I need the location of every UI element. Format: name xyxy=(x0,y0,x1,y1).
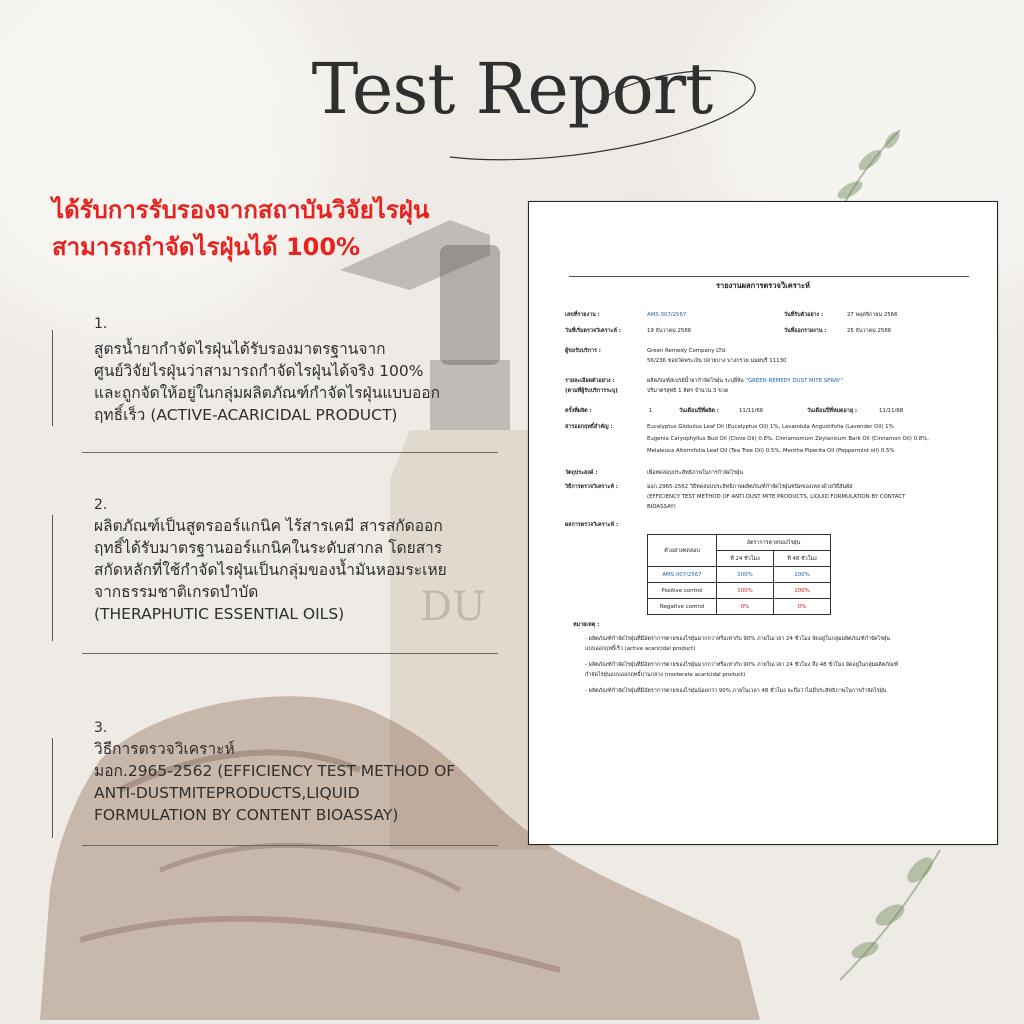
ingredient-line: Eucalyptus Globulus Leaf Oil (Eucalyptus Oil) 1%, Lavandula Angustifolia (Lavender Oil) 1% xyxy=(647,424,894,430)
feature-item-1 xyxy=(52,314,498,454)
client-label: ผู้ขอรับบริการ : xyxy=(565,348,601,354)
purpose-label: วัตถุประสงค์ : xyxy=(565,470,598,476)
notes-label: หมายเหตุ : xyxy=(573,622,600,628)
note-line: - ผลิตภัณฑ์กำจัดไรฝุ่นที่มีอัตราการตายของไรฝุ่นน้อยกว่า 90% ภายในเวลา 48 ชั่วโมง จะถือว่าไม่มีประสิทธิภาพในการกำจัดไรฝุ่น xyxy=(585,688,887,694)
method-label: วิธีการตรวจวิเคราะห์ : xyxy=(565,484,618,490)
item-number: 1. xyxy=(94,316,108,332)
report-date-label: วันที่ออกรายงาน : xyxy=(784,328,827,334)
start-date: 19 ธันวาคม 2566 xyxy=(647,328,692,334)
item-divider xyxy=(52,738,53,838)
col-24h-header: ที่ 24 ชั่วโมง xyxy=(717,551,774,567)
method-line: มอก.2965-2562 วิธีทดสอบประสิทธิภาพผลิตภัณฑ์กำจัดไรฝุ่นชนิดของเหลวด้วยวิธีสัมผัส xyxy=(647,484,853,490)
page-title: Test Report xyxy=(311,48,713,130)
sample-label: รายละเอียดตัวอย่าง : xyxy=(565,378,615,384)
ingredient-line: Melaleuca Alternifolia Leaf Oil (Tea Tree Oil) 0.5%, Mentha Piperita Oil (Peppermint oil) 0.5% xyxy=(647,448,895,454)
exp-date: 11/11/68 xyxy=(879,408,904,414)
headline xyxy=(52,192,429,266)
test-report-document xyxy=(528,201,998,845)
received-label: วันที่รับตัวอย่าง : xyxy=(784,312,824,318)
lot-value: 1 xyxy=(649,408,653,414)
item-number: 3. xyxy=(94,720,108,736)
item-divider xyxy=(52,515,53,641)
note-line: กำจัดไรฝุ่นแบบออกฤทธิ์ปานกลาง (moderate acaricidal product) xyxy=(585,672,746,678)
item-text: วิธีการตรวจวิเคราะห์ มอก.2965-2562 (EFFICIENCY TEST METHOD OF ANTI-DUSTMITEPRODUCTS,LIQUID FORMULATION BY CONTENT BIOASSAY) xyxy=(94,740,456,824)
sample-sub-label: (ตามที่ผู้รับบริการระบุ) xyxy=(565,388,618,394)
lot-label: ครั้งที่ผลิต : xyxy=(565,408,592,414)
sample-desc: ผลิตภัณฑ์สเปรย์น้ำยากำจัดไรฝุ่น ระบุยี่ห้อ "GREEN REMEDY DUST MITE SPRAY" xyxy=(647,378,843,384)
mfg-date: 11/11/66 xyxy=(739,408,764,414)
report-no-label: เลขที่รายงาน : xyxy=(565,312,600,318)
method-line: (EFFICIENCY TEST METHOD OF ANTI DUST MITE PRODUCTS, LIQUID FORMULATION BY CONTACT xyxy=(647,494,906,500)
col-sample-header: ตัวอย่างทดสอบ xyxy=(648,535,717,567)
method-line: BIOASSAY) xyxy=(647,504,676,510)
table-row: Positive control 100% 100% xyxy=(648,583,831,599)
ingredient-line: Eugenia Caryophyllus Bud Oil (Clove Oil) 0.8%, Cinnamomum Zeylanicum Bark Oil (Cinnamon Oil) 0.8%, xyxy=(647,436,929,442)
col-48h-header: ที่ 48 ชั่วโมง xyxy=(774,551,831,567)
item-rule xyxy=(82,845,498,846)
headline-line-2: สามารถกำจัดไรฝุ่นได้ 100% xyxy=(52,233,361,261)
leaf-sprig-image xyxy=(820,830,960,990)
document-title: รายงานผลการตรวจวิเคราะห์ xyxy=(716,281,810,290)
client-address: 56/236 ซอยวัดพระเงิน ปลายบาง บางกรวย นนทบุรี 11130 xyxy=(647,358,787,364)
note-line: - ผลิตภัณฑ์กำจัดไรฝุ่นที่มีอัตราการตายของไรฝุ่นมากกว่าหรือเท่ากับ 90% ภายในเวลา 24 ชั่วโมง จัดอยู่ในกลุ่มผลิตภัณฑ์กำจัดไรฝุ่น xyxy=(585,636,890,642)
col-group-header: อัตราการตายของไรฝุ่น xyxy=(717,535,831,551)
svg-text:DU: DU xyxy=(420,584,486,630)
item-rule xyxy=(82,452,498,453)
report-no: AMS 007/2567 xyxy=(647,312,687,318)
document-header-line xyxy=(569,276,969,277)
received-date: 27 พฤศจิกายน 2566 xyxy=(847,312,898,318)
note-line: - ผลิตภัณฑ์กำจัดไรฝุ่นที่มีอัตราการตายของไรฝุ่นมากกว่าหรือเท่ากับ 90% ภายในเวลา 24 ชั่วโมง ถึง 48 ชั่วโมง จัดอยู่ในกลุ่มผลิตภัณฑ์ xyxy=(585,662,899,668)
results-table xyxy=(647,534,831,615)
item-divider xyxy=(52,330,53,426)
item-text: ผลิตภัณฑ์เป็นสูตรออร์แกนิค ไร้สารเคมี สารสกัดออก ฤทธิ์ได้รับมาตรฐานออร์แกนิคในระดับสากล โดยสาร สกัดหลักที่ใช้กำจัดไรฝุ่นเป็นกลุ่มของน้ำมันหอมระเหย จากธรรมชาติเกรดบำบัด (THERAPHUTIC ESSENTIAL OILS) xyxy=(94,517,447,623)
feature-item-2 xyxy=(52,495,498,655)
item-text: สูตรน้ำยากำจัดไรฝุ่นได้รับรองมาตรฐานจาก ศูนย์วิจัยไรฝุ่นว่าสามารถกำจัดไรฝุ่นได้จริง 100% และถูกจัดให้อยู่ในกลุ่มผลิตภัณฑ์กำจัดไรฝุ่นแบบออก ฤทธิ์เร็ว (ACTIVE-ACARICIDAL PRODUCT) xyxy=(94,340,440,424)
sample-brand: "GREEN REMEDY DUST MITE SPRAY" xyxy=(745,378,843,384)
sample-qty: ปริมาตรสุทธิ 1 ลิตร จำนวน 3 ขวด xyxy=(647,388,729,394)
client-name: Green Remedy Company LTd. xyxy=(647,348,727,354)
mfg-label: วันเดือนปีที่ผลิต : xyxy=(679,408,719,414)
start-label: วันที่เริ่มตรวจวิเคราะห์ : xyxy=(565,328,622,334)
report-date: 25 ธันวาคม 2566 xyxy=(847,328,892,334)
item-number: 2. xyxy=(94,497,108,513)
exp-label: วันเดือนปีที่หมดอายุ : xyxy=(807,408,858,414)
purpose-value: เพื่อทดสอบประสิทธิภาพในการกำจัดไรฝุ่น xyxy=(647,470,744,476)
table-row: AMS 007/2567 100% 100% xyxy=(648,567,831,583)
feature-item-3 xyxy=(52,718,498,850)
ingredients-label: สารออกฤทธิ์สำคัญ : xyxy=(565,424,613,430)
note-line: แบบออกฤทธิ์เร็ว (active acaricidal product) xyxy=(585,646,696,652)
table-row: Negative control 0% 0% xyxy=(648,599,831,615)
item-rule xyxy=(82,653,498,654)
headline-line-1: ได้รับการรับรองจากสถาบันวิจัยไรฝุ่น xyxy=(52,196,430,224)
result-label: ผลการตรวจวิเคราะห์ : xyxy=(565,522,619,528)
